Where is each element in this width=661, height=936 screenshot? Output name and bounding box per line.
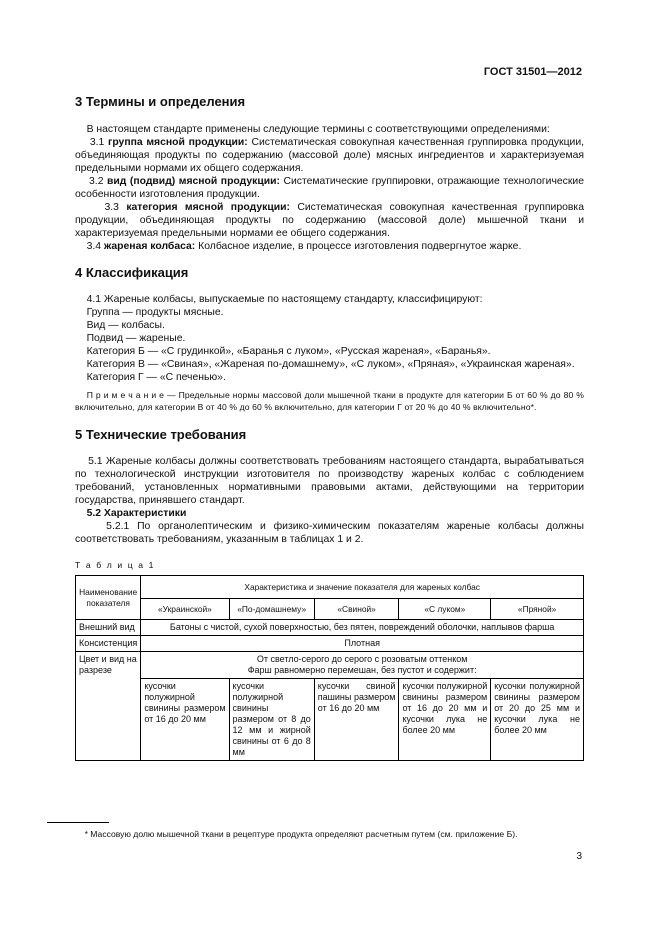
row-name-color-section: Цвет и вид на разрезе — [76, 652, 141, 761]
col-s-lukom: «С луком» — [399, 599, 491, 620]
term-3-1: 3.1 группа мясной продукции: Систематическая совокупная качественная группировка продукции, объединяющая продукты по содержанию (массовой доле) мясных ингредиентов и характеризуемая предельными нормами их общего содержания. — [75, 137, 585, 174]
clause-5-2-1: 5.2.1 По органолептическим и физико-химическим показателям жареные колбасы должны соответствовать требованиям, указанным в таблицах 1 и 2. — [75, 521, 584, 545]
table-row — [76, 620, 584, 636]
section-3-intro: В настоящем стандарте применены следующие термины с соответствующими определениями: — [86, 124, 550, 135]
doc-code: ГОСТ 31501—2012 — [483, 66, 582, 78]
table-row — [76, 636, 584, 652]
table-group-header: Характеристика и значение показателя для жареных колбас — [141, 576, 584, 599]
cell-svinaya: кусочки свиной пашины размером от 16 до 20 мм — [314, 679, 399, 761]
row-value-consistency: Плотная — [141, 636, 584, 652]
row-name-appearance: Внешний вид — [76, 620, 141, 636]
cell-po-domashnemu: кусочки полужирной свинины размером от 8 до 12 мм и жирной свинины от 6 до 8 мм — [229, 679, 314, 761]
col-svinaya: «Свиной» — [314, 599, 399, 620]
col-pryanaya: «Пряной» — [491, 599, 584, 620]
table-header-name: Наименование показателя — [76, 576, 141, 620]
cell-s-lukom: кусочки полужирной свинины размером от 16 до 20 мм и кусочки лука не более 20 мм — [399, 679, 491, 761]
classification-note: П р и м е ч а н и е — Предельные нормы массовой доли мышечной ткани в продукте для категории Б от 60 % до 80 % включительно, для категории В от 40 % до 60 % включительно, для категории Г от 20 % до 40 % включительно*. — [75, 390, 584, 412]
class-subkind: Подвид — жареные. — [86, 333, 186, 344]
row-value-appearance: Батоны с чистой, сухой поверхностью, без пятен, повреждений оболочки, наплывов фарша — [141, 620, 584, 636]
section-5-heading: 5 Технические требования — [75, 427, 247, 442]
footnote: * Массовую долю мышечной ткани в рецептуре продукта определяют расчетным путем (см. приложение Б). — [84, 829, 518, 839]
clause-4-1: 4.1 Жареные колбасы, выпускаемые по настоящему стандарту, классифицируют: — [86, 294, 483, 305]
col-po-domashnemu: «По-домашнему» — [229, 599, 314, 620]
section-4-heading: 4 Классификация — [75, 265, 189, 280]
clause-5-1: 5.1 Жареные колбасы должны соответствовать требованиям настоящего стандарта, вырабатываться по технологической инструкции изготовителя по производству жареных колбас с соблюдением требований, установленных нормативными правовыми актами, действующими на территории государства, принявшего стандарт. — [75, 456, 584, 506]
cell-ukrainskaya: кусочки полужирной свинины размером от 16 до 20 мм — [141, 679, 229, 761]
table-1 — [75, 575, 584, 761]
page-number: 3 — [576, 851, 582, 862]
term-3-4: 3.4 жареная колбаса: Колбасное изделие, в процессе изготовления подвергнутое жарке. — [86, 241, 522, 252]
class-category-g: Категория Г — «С печенью». — [86, 372, 226, 383]
term-3-2: 3.2 вид (подвид) мясной продукции: Систематические группировки, отражающие технологические особенности изготовления продукции. — [75, 176, 584, 200]
class-category-v: Категория В — «Свиная», «Жареная по-домашнему», «С луком», «Пряная», «Украинская жареная». — [86, 359, 575, 370]
row-name-consistency: Консистенция — [76, 636, 141, 652]
table-row — [76, 652, 584, 679]
class-category-b: Категория Б — «С грудинкой», «Баранья с луком», «Русская жареная», «Баранья». — [86, 346, 491, 357]
class-group: Группа — продукты мясные. — [86, 307, 224, 318]
clause-5-2: 5.2 Характеристики — [86, 508, 187, 519]
col-ukrainskaya: «Украинской» — [141, 599, 229, 620]
footnote-divider — [47, 822, 109, 823]
cell-pryanaya: кусочки полужирной свинины размером от 20 до 25 мм и кусочки лука не более 20 мм — [491, 679, 584, 761]
section-3-heading: 3 Термины и определения — [75, 94, 246, 109]
class-kind: Вид — колбасы. — [86, 320, 165, 331]
table-1-caption: Т а б л и ц а 1 — [75, 560, 155, 570]
term-3-3: 3.3 категория мясной продукции: Систематическая совокупная качественная группировка продукции, объединяющая продукты по содержанию (массовой доле) мышечной ткани и характеризуемая предельными нормами ее общего содержания. — [75, 202, 584, 239]
table-row — [76, 679, 584, 761]
row-value-color-common: От светло-серого до серого с розоватым оттенком Фарш равномерно перемешан, без пустот и содержит: — [141, 652, 584, 679]
main-content — [75, 94, 584, 761]
